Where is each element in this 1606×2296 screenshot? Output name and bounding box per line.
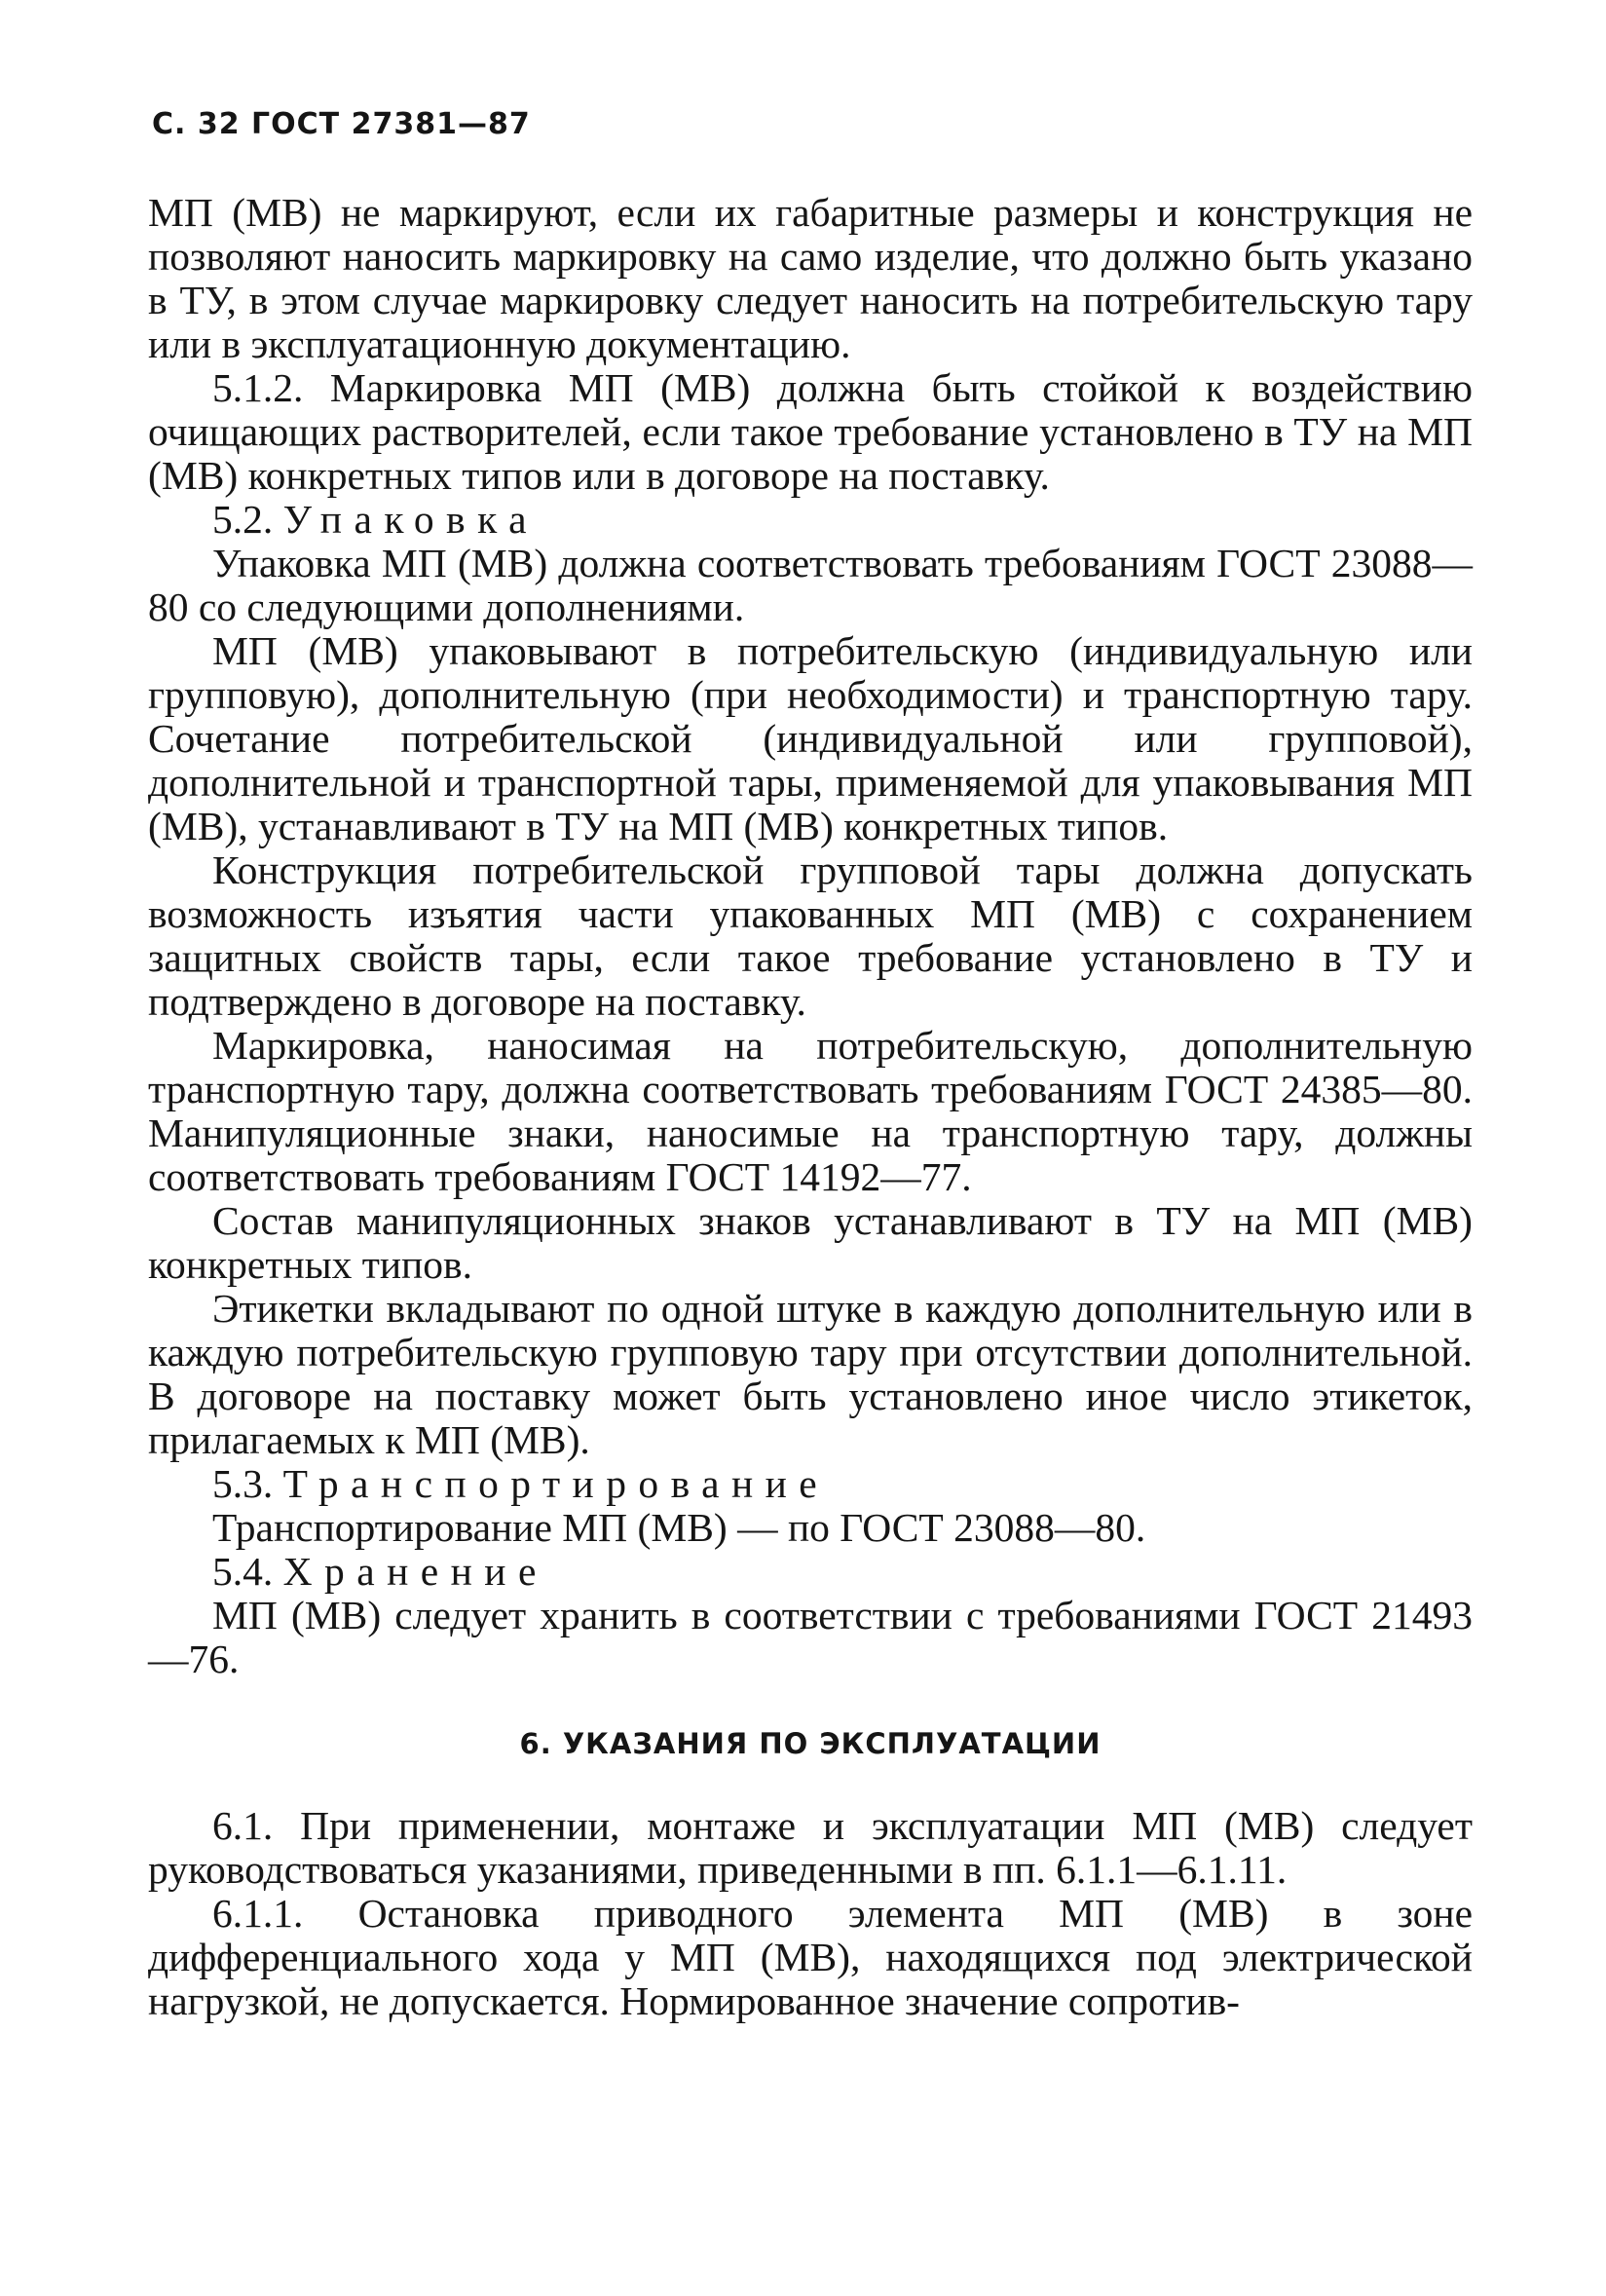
paragraph: 5.1.2. Маркировка МП (МВ) должна быть стойкой к воздействию очищающих растворителей, если такое требование установлено в ТУ на МП (МВ) конкретных типов или в договоре на поставку. — [148, 365, 1473, 498]
heading-number: 5.2. — [212, 497, 274, 542]
heading-title: Хранение — [282, 1549, 548, 1594]
paragraph: 6.1. При применении, монтаже и эксплуатации МП (МВ) следует руководствоваться указаниями, приведенными в пп. 6.1.1—6.1.11. — [148, 1803, 1473, 1892]
heading-title: Транспортирование — [282, 1461, 830, 1506]
paragraph: 6.1.1. Остановка приводного элемента МП (МВ) в зоне дифференциального хода у МП (МВ), находящихся под электрической нагрузкой, не допускается. Нормированное значение сопротив- — [148, 1891, 1473, 2023]
subsection-heading-5-2 — [148, 498, 1473, 542]
subsection-heading-5-3 — [148, 1462, 1473, 1506]
paragraph: Конструкция потребительской групповой тары должна допускать возможность изъятия части упакованных МП (МВ) с сохранением защитных свойств тары, если такое требование установлено в ТУ и подтверждено в договоре на поставку. — [148, 847, 1473, 1024]
paragraph: Маркировка, наносимая на потребительскую, дополнительную транспортную тару, должна соответствовать требованиям ГОСТ 24385—80. Манипуляционные знаки, наносимые на транспортную тару, должны соответствовать требованиям ГОСТ 14192—77. — [148, 1023, 1473, 1199]
heading-title: Упаковка — [282, 497, 539, 542]
heading-number: 5.3. — [212, 1461, 274, 1506]
paragraph: МП (МВ) следует хранить в соответствии с требованиями ГОСТ 21493—76. — [148, 1593, 1473, 1681]
page-header: С. 32 ГОСТ 27381—87 — [152, 107, 531, 141]
paragraph: Этикетки вкладывают по одной штуке в каждую дополнительную или в каждую потребительскую групповую тару при отсутствии дополнительной. В договоре на поставку может быть установлено иное число этикеток, прилагаемых к МП (МВ). — [148, 1286, 1473, 1462]
paragraph: МП (МВ) не маркируют, если их габаритные размеры и конструкция не позволяют наносить маркировку на само изделие, что должно быть указано в ТУ, в этом случае маркировку следует наносить на потребительскую тару или в эксплуатационную документацию. — [148, 190, 1473, 366]
paragraph: Упаковка МП (МВ) должна соответствовать требованиям ГОСТ 23088—80 со следующими дополнениями. — [148, 541, 1473, 629]
subsection-heading-5-4 — [148, 1550, 1473, 1594]
paragraph: Состав манипуляционных знаков устанавливают в ТУ на МП (МВ) конкретных типов. — [148, 1198, 1473, 1287]
paragraph: Транспортирование МП (МВ) — по ГОСТ 23088—80. — [212, 1505, 1146, 1550]
paragraph: МП (МВ) упаковывают в потребительскую (индивидуальную или групповую), дополнительную (при необходимости) и транспортную тару. Сочетание потребительской (индивидуальной или групповой), дополнительной и транспортной тары, применяемой для упаковывания МП (МВ), устанавливают в ТУ на МП (МВ) конкретных типов. — [148, 628, 1473, 848]
section-heading-6: 6. УКАЗАНИЯ ПО ЭКСПЛУАТАЦИИ — [519, 1727, 1102, 1760]
heading-number: 5.4. — [212, 1549, 274, 1594]
document-body — [148, 191, 1473, 2023]
